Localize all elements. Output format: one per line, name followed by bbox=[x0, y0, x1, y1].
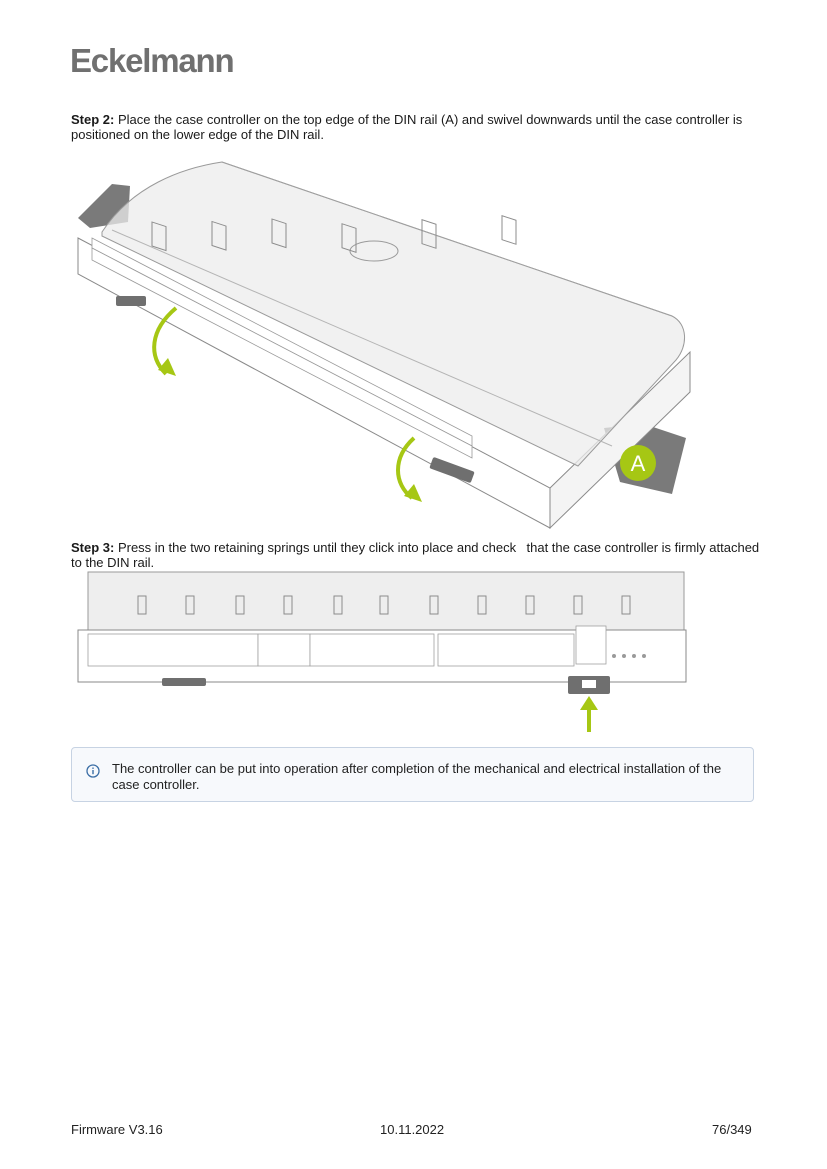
footer-page-number: 76/349 bbox=[712, 1122, 752, 1137]
eckelmann-logo: Eckelmann bbox=[70, 42, 234, 79]
retaining-spring-left bbox=[116, 296, 146, 306]
step-2-label: Step 2: bbox=[71, 112, 115, 127]
step-3-paragraph bbox=[71, 540, 761, 570]
step-2-text: Place the case controller on the top edge of the DIN rail (A) and swivel downwards until the case controller is positioned on the lower edge of the DIN rail. bbox=[71, 112, 743, 142]
info-note bbox=[71, 747, 754, 802]
din-rail-mounting-illustration bbox=[72, 146, 698, 530]
step-3-label: Step 3: bbox=[71, 540, 115, 555]
callout-a-label: A bbox=[630, 451, 646, 476]
info-icon bbox=[86, 764, 100, 778]
step-3-text: Press in the two retaining springs until they click into place and checkthat the case controller is firmly attached to the DIN rail. bbox=[71, 540, 760, 570]
retaining-spring-left bbox=[162, 678, 206, 686]
footer-date: 10.11.2022 bbox=[380, 1122, 445, 1137]
info-note-text: The controller can be put into operation after completion of the mechanical and electrical installation of the case controller. bbox=[112, 761, 722, 792]
step-2-paragraph bbox=[71, 112, 761, 142]
retaining-spring-illustration bbox=[72, 570, 698, 735]
footer-firmware: Firmware V3.16 bbox=[71, 1122, 163, 1137]
